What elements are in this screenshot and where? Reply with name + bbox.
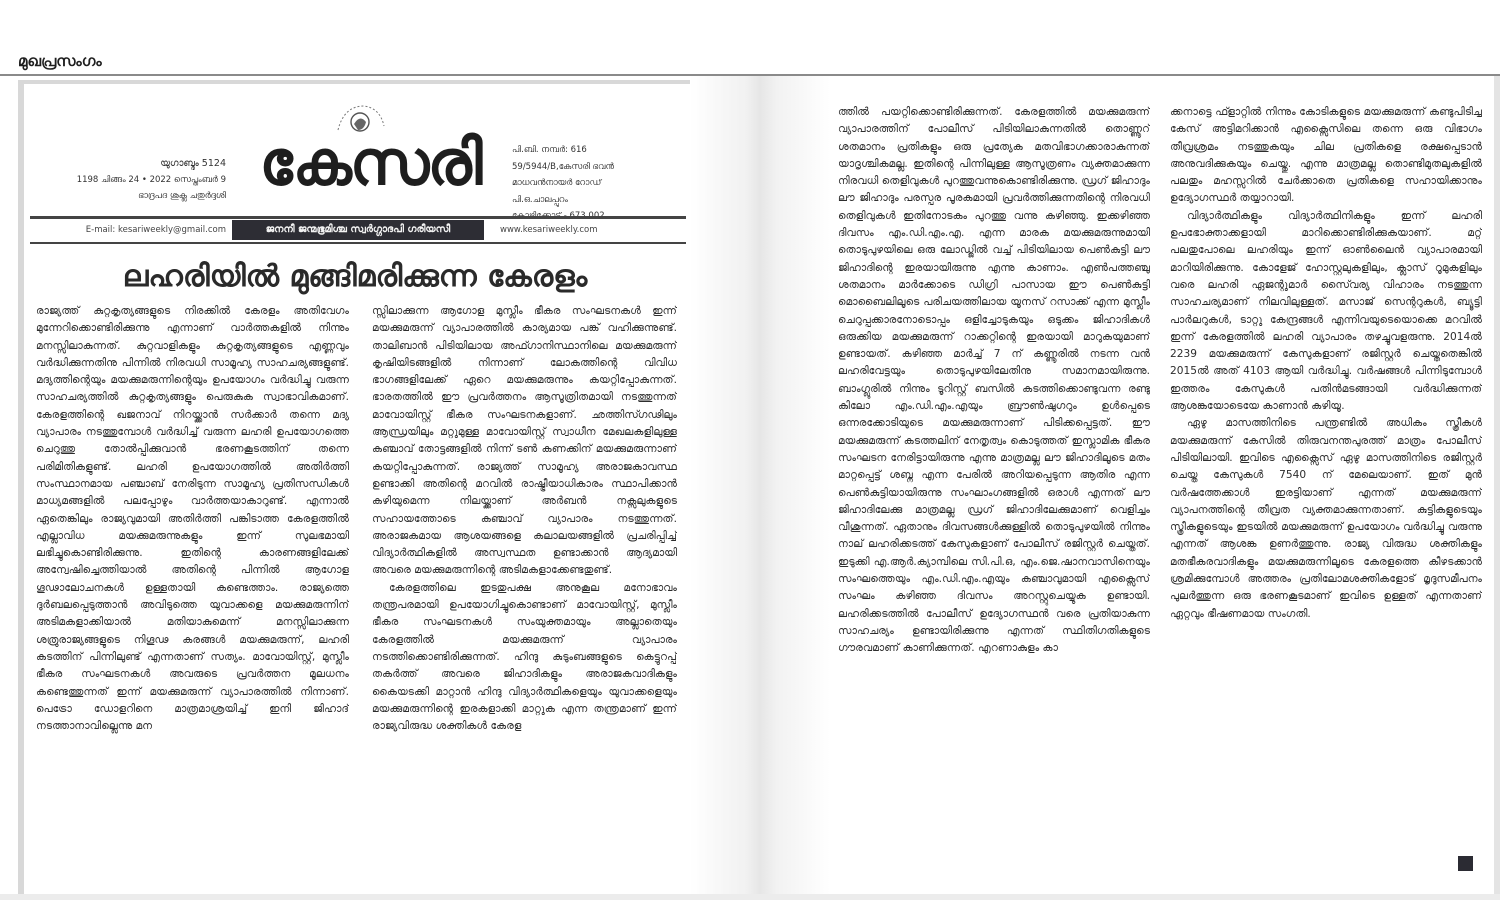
address-line: മാധവൻനായർ റോഡ്: [512, 178, 602, 188]
address-line: 59/5944/B,കേസരി ഭവൻ: [512, 161, 614, 172]
end-of-article-mark: [1458, 856, 1473, 871]
text-column-3: [838, 104, 1150, 874]
section-label: മുഖപ്രസംഗം: [18, 52, 102, 70]
text-column-2: [372, 303, 677, 863]
paragraph: ത്തിൽ പയറ്റിക്കൊണ്ടിരിക്കുന്നത്. കേരളത്തിൽ മയക്കുമരുന്ന് വ്യാപാരത്തിന് പോലീസ് പിടിയിലാകുന്നതിൽ തൊണ്ണൂറ് ശതമാനം പ്രതികളും ഒരു പ്രത്യേക മതവിഭാഗക്കാരാകുന്നത് യാദൃശ്ചികമല്ല. ഇതിന്റെ പിന്നിലുള്ള ആസൂത്രണം വ്യക്തമാക്കുന്ന നിരവധി തെളിവുകൾ പുറത്തുവന്നുകൊണ്ടിരിക്കുന്നു. ഡ്രഗ് ജിഹാദും ലൗ ജിഹാദും പരസ്പര പൂരകമായി പ്രവർത്തിക്കുന്നതിന്റെ നിരവധി തെളിവുകൾ ഇതിനോടകം പുറത്തു വന്നു കഴിഞ്ഞു. ഇക്കഴിഞ്ഞ ദിവസം എം.ഡി.എം.എ. എന്ന മാരക മയക്കുമരുന്നുമായി തൊടുപുഴയിലെ ഒരു ലോഡ്ജിൽ വച്ച് പിടിയിലായ പെൺകുട്ടി ലൗ ജിഹാദിന്റെ ഇരയായിരുന്നു എന്നു കാണാം. എൺപത്തഞ്ചു ശതമാനം മാർക്കോടെ ഡിഗ്രി പാസായ ഈ പെൺകുട്ടി മൊബൈലിലൂടെ പരിചയത്തിലായ യൂനസ് റസാക്ക് എന്ന മുസ്ലീം ചെറുപ്പക്കാരനോടൊപ്പം ഒളിച്ചോടുകയും ഒടുക്കം ജിഹാദികൾ ഒരുക്കിയ മയക്കുമരുന്ന് റാക്കറ്റിന്റെ ഇരയായി മാറുകയുമാണ് ഉണ്ടായത്. കഴിഞ്ഞ മാർച്ച് 7 ന് കണ്ണൂരിൽ നടന്ന വൻ ലഹരിവേട്ടയും തൊടുപുഴയിലേതിനു സമാനമായിരുന്നു. ബാംഗ്ലൂരിൽ നിന്നും ടൂറിസ്റ്റ് ബസിൽ കടത്തിക്കൊണ്ടുവന്ന രണ്ടു കിലോ എം.ഡി.എം.എയും ബ്രൗൺഷുഗറും ഉൾപ്പെടെ ഒന്നരക്കോടിയുടെ മയക്കുമരുന്നാണ് പിടിക്കപ്പെട്ടത്. ഈ മയക്കുമരുന്ന് കടത്തലിന് നേതൃത്വം കൊടുത്തത് ഇസ്ലാമിക ഭീകര സംഘടന നേരിട്ടായിരുന്നു എന്നു മാത്രമല്ല ലൗ ജിഹാദിലൂടെ മതം മാറ്റപ്പെട്ട് ശബ്ന എന്ന പേരിൽ അറിയപ്പെടുന്ന ആതിര എന്ന പെൺകുട്ടിയായിരുന്നു സംഘാംഗങ്ങളിൽ ഒരാൾ എന്നത് ലൗ ജിഹാദിലേക്കു മാത്രമല്ല ഡ്രഗ് ജിഹാദിലേക്കുമാണ് വെളിച്ചം വീശുന്നത്. ഏതാനും ദിവസങ്ങൾക്കുള്ളിൽ തൊടുപുഴയിൽ നിന്നും നാല് ലഹരിക്കടത്ത് കേസുകളാണ് പോലീസ് രജിസ്റ്റർ ചെയ്തത്. ഇടുക്കി എ.ആർ.ക്യാമ്പിലെ സി.പി.ഒ, എം.ജെ.ഷാനവാസിനെയും സംഘത്തെയും എം.ഡി.എം.എയും കഞ്ചാവുമായി എക്സൈസ് സംഘം കഴിഞ്ഞ ദിവസം അറസ്റ്റുചെയ്യുക ഉണ്ടായി. ലഹരിക്കടത്തിൽ പോലീസ് ഉദ്യോഗസ്ഥൻ വരെ പ്രതിയാകുന്ന സാഹചര്യം ഉണ്ടായിരിക്കുന്നു എന്നത് സ്ഥിതിഗതികളുടെ ഗൗരവമാണ് കാണിക്കുന്നത്. എറണാകുളം കാ: [838, 106, 1150, 655]
paragraph: സ്സിലാക്കുന്ന ആഗോള മുസ്ലീം ഭീകര സംഘടനകൾ ഇന്ന് മയക്കുമരുന്ന് വ്യാപാരത്തിൽ കാര്യമായ പങ്ക് വഹിക്കുന്നുണ്ട്. താലിബാൻ പിടിയിലായ അഫ്ഗാനിസ്ഥാനിലെ മയക്കുമരുന്ന് കൃഷിയിടങ്ങളിൽ നിന്നാണ് ലോകത്തിന്റെ വിവിധ ഭാഗങ്ങളിലേക്ക് ഏറെ മയക്കുമരുന്നും കയറ്റിപ്പോകുന്നത്. ഭാരതത്തിൽ ഈ പ്രവർത്തനം ആസൂത്രിതമായി നടത്തുന്നത് മാവോയിസ്റ്റ് ഭീകര സംഘടനകളാണ്. ഛത്തിസ്ഗഢിലും ആന്ധ്രയിലും മറ്റുമുള്ള മാവോയിസ്റ്റ് സ്വാധീന മേഖലകളിലുള്ള കഞ്ചാവ് തോട്ടങ്ങളിൽ നിന്ന് ടൺ കണക്കിന് മയക്കുമരുന്നാണ് കയറ്റിപ്പോകുന്നത്. രാജ്യത്ത് സാമൂഹ്യ അരാജകാവസ്ഥ ഉണ്ടാക്കി അതിന്റെ മറവിൽ രാഷ്ട്രീയാധികാരം സ്ഥാപിക്കാൻ കഴിയുമെന്ന നിലയ്ക്കാണ് അർബൻ നക്സലുകളുടെ സഹായത്തോടെ കഞ്ചാവ് വ്യാപാരം നടത്തുന്നത്. അരാജകമായ ആശയങ്ങളെ കലാലയങ്ങളിൽ പ്രചരിപ്പിച്ച് വിദ്യാർത്ഥികളിൽ അസ്വസ്ഥത ഉണ്ടാക്കാൻ ആദ്യമായി അവരെ മയക്കുമരുന്നിന്റെ അടിമകളാക്കേണ്ടതുണ്ട്.: [372, 305, 677, 577]
text-column-4: [1170, 104, 1482, 844]
masthead-address: [512, 142, 682, 225]
editorial-headline: ലഹരിയിൽ മുങ്ങിമരിക്കുന്ന കേരളം: [122, 259, 588, 294]
paragraph: വിദ്യാർത്ഥികളും വിദ്യാർത്ഥിനികളും ഇന്ന് ലഹരി ഉപഭോക്താക്കളായി മാറിക്കൊണ്ടിരിക്കുകയാണ്. മറ്റ് പലതുപോലെ ലഹരിയും ഇന്ന് ഓൺലൈൻ വ്യാപാരമായി മാറിയിരിക്കുന്നു. കോളേജ് ഹോസ്റ്റലുകളിലും, ക്ലാസ് റൂമുകളിലും വരെ ലഹരി ഏജന്റുമാർ സൈ്വര്യ വിഹാരം നടത്തുന്ന സാഹചര്യമാണ് നിലവിലുള്ളത്. മസാജ് സെന്ററുകൾ, ബ്യൂട്ടി പാർലറുകൾ, ടാറ്റു കേന്ദ്രങ്ങൾ എന്നിവയുടെയൊക്കെ മറവിൽ ഇന്ന് കേരളത്തിൽ ലഹരി വ്യാപാരം തഴച്ചുവളരുന്നു. 2014ൽ 2239 മയക്കുമരുന്ന് കേസുകളാണ് രജിസ്റ്റർ ചെയ്തതെങ്കിൽ 2015ൽ അത് 4103 ആയി വർദ്ധിച്ചു. വർഷങ്ങൾ പിന്നിടുമ്പോൾ ഇത്തരം കേസുകൾ പതിൻമടങ്ങായി വർദ്ധിക്കുന്നത് ആശങ്കയോടെയേ കാണാൻ കഴിയൂ.: [1170, 209, 1482, 413]
motto-banner: ജനനീ ജന്മഭൂമിശ്ച സ്വർഗ്ഗാദപി ഗരീയസീ: [232, 220, 484, 240]
masthead-date-block: [30, 156, 226, 204]
masthead-rule: [30, 216, 686, 219]
era-text: യുഗാബ്ദം 5124: [160, 158, 226, 169]
paragraph: ക്കനാട്ടെ ഫ്ളാറ്റിൽ നിന്നും കോടികളുടെ മയക്കുമരുന്ന് കണ്ടുപിടിച്ച കേസ് അട്ടിമറിക്കാൻ എക്സൈസിലെ തന്നെ ഒരു വിഭാഗം തീവ്രശ്രമം നടത്തുകയും ചില പ്രതികളെ രക്ഷപ്പെടാൻ അനുവദിക്കുകയും ചെയ്തു. എന്നു മാത്രമല്ല തൊണ്ടിമുതലുകളിൽ പലതും മഹസ്സറിൽ ചേർക്കാതെ പ്രതികളെ സഹായിക്കാനും ഉദ്യോഗസ്ഥർ തയ്യാറായി.: [1170, 106, 1482, 205]
page-edge: [18, 80, 24, 900]
paragraph: കേരളത്തിലെ ഇടതുപക്ഷ അനുകൂല മനോഭാവം തന്ത്രപരമായി ഉപയോഗിച്ചുകൊണ്ടാണ് മാവോയിസ്റ്റ്, മുസ്ലീം ഭീകര സംഘടനകൾ സംയുക്തമായും അല്ലാതെയും കേരളത്തിൽ മയക്കുമരുന്ന് വ്യാപാരം നടത്തിക്കൊണ്ടിരിക്കുന്നത്. ഹിന്ദു കുടുംബങ്ങളുടെ കെട്ടുറപ്പ് തകർത്ത് അവരെ ജിഹാദികളും അരാജകവാദികളും കൈയടക്കി മാറ്റാൻ ഹിന്ദു വിദ്യാർത്ഥികളെയും യുവാക്കളെയും മയക്കുമരുന്നിന്റെ ഇരകളാക്കി മാറ്റുക എന്ന തന്ത്രമാണ് ഇന്ന് രാജ്യവിരുദ്ധ ശക്തികൾ കേരള: [372, 581, 677, 733]
tithi-text: ഭാദ്രപദ ശുക്ല ചതുർദ്ദശി: [138, 191, 226, 201]
address-line: പി.ഒ.ചാലപ്പുറം: [512, 194, 568, 205]
page-edge: [1494, 76, 1500, 900]
masthead-band: [30, 220, 686, 240]
text-column-1: [36, 303, 349, 863]
masthead-rule: [30, 242, 686, 244]
website-text: www.kesariweekly.com: [500, 225, 598, 235]
address-line: പി.ബി. നമ്പർ: 616: [512, 145, 587, 155]
date-text: 1198 ചിങ്ങം 24 • 2022 സെപ്തംബർ 9: [76, 175, 226, 185]
page-edge: [18, 80, 698, 84]
paragraph: ഏഴു മാസത്തിനിടെ പന്ത്രണ്ടിൽ അധികം സ്ത്രീകൾ മയക്കുമരുന്ന് കേസിൽ തിരുവനന്തപുരത്ത് മാത്രം പോലീസ് പിടിയിലായി. ഇവിടെ എക്സൈസ് ഏഴു മാസത്തിനിടെ രജിസ്റ്റർ ചെയ്ത കേസുകൾ 7540 ന് മേലെയാണ്. ഇത് മുൻ വർഷത്തേക്കാൾ ഇരട്ടിയാണ് എന്നത് മയക്കുമരുന്ന് വ്യാപനത്തിന്റെ തീവ്രത വ്യക്തമാക്കുന്നതാണ്. കുട്ടികളുടെയും സ്ത്രീകളുടെയും ഇടയിൽ മയക്കുമരുന്ന് ഉപയോഗം വർദ്ധിച്ചു വരുന്നു എന്നത് ആശങ്ക ഉണർത്തുന്നു. രാജ്യ വിരുദ്ധ ശക്തികളും മതഭീകരവാദികളും മയക്കുമരുന്നിലൂടെ കേരളത്തെ കീഴടക്കാൻ ശ്രമിക്കുമ്പോൾ അത്തരം പ്രതിലോമശക്തികളോട് മൃദുസമീപനം പുലർത്തുന്ന ഒരു ഭരണകൂടമാണ് ഇവിടെ ഉള്ളത് എന്നതാണ് ഏറ്റവും ഭീഷണമായ സംഗതി.: [1170, 417, 1482, 620]
page-gutter: [690, 76, 830, 900]
page-edge: [0, 894, 1500, 900]
kesari-logo: കേസരി: [259, 126, 481, 199]
masthead: [30, 100, 680, 240]
paragraph: രാജ്യത്ത് കുറ്റകൃത്യങ്ങളുടെ നിരക്കിൽ കേരളം അതിവേഗം മുന്നേറിക്കൊണ്ടിരിക്കുന്നു എന്നാണ് വാർത്തകളിൽ നിന്നും മനസ്സിലാകുന്നത്. കുറ്റവാളികളും കുറ്റകൃത്യങ്ങളുടെ എണ്ണവും വർദ്ധിക്കുന്നതിനു പിന്നിൽ നിരവധി സാമൂഹ്യ സാഹചര്യങ്ങളുണ്ട്. മദ്യത്തിന്റെയും മയക്കുമരുന്നിന്റെയും ഉപയോഗം വർദ്ധിച്ചു വരുന്ന സാഹചര്യത്തിൽ കുറ്റകൃത്യങ്ങളും പെരുകുക സ്വാഭാവികമാണ്. കേരളത്തിന്റെ ഖജനാവ് നിറയ്ക്കാൻ സർക്കാർ തന്നെ മദ്യ വ്യാപാരം നടത്തുമ്പോൾ വർദ്ധിച്ച് വരുന്ന ലഹരി ഉപയോഗത്തെ ചെറുത്തു തോൽപ്പിക്കുവാൻ ഭരണകൂടത്തിന് തന്നെ പരിമിതികളുണ്ട്. ലഹരി ഉപയോഗത്തിൽ അതിർത്തി സംസ്ഥാനമായ പഞ്ചാബ് നേരിടുന്ന സാമൂഹ്യ പ്രതിസന്ധികൾ മാധ്യമങ്ങളിൽ പലപ്പോഴും വാർത്തയാകാറുണ്ട്. എന്നാൽ ഏതെങ്കിലും രാജ്യവുമായി അതിർത്തി പങ്കിടാത്ത കേരളത്തിൽ എല്ലാവിധ മയക്കുമരുന്നുകളും ഇന്ന് സുലഭമായി ലഭിച്ചുകൊണ്ടിരിക്കുന്നു. ഇതിന്റെ കാരണങ്ങളിലേക്ക് അന്വേഷിച്ചെത്തിയാൽ അതിന്റെ പിന്നിൽ ആഗോള ഗൂഢാലോചനകൾ ഉള്ളതായി കണ്ടെത്താം. രാജ്യത്തെ ദുർബലപ്പെടുത്താൻ അവിടുത്തെ യുവാക്കളെ മയക്കുമരുന്നിന് അടിമകളാക്കിയാൽ മതിയാകുമെന്ന് മനസ്സിലാക്കുന്ന ശത്രുരാജ്യങ്ങളുടെ നിഗൂഢ കരങ്ങൾ മയക്കുമരുന്ന്, ലഹരി കടത്തിന് പിന്നിലുണ്ട് എന്നതാണ് സത്യം. മാവോയിസ്റ്റ്, മുസ്ലീം ഭീകര സംഘടനകൾ അവരുടെ പ്രവർത്തന മൂലധനം കണ്ടെത്തുന്നത് ഇന്ന് മയക്കുമരുന്ന് വ്യാപാരത്തിൽ നിന്നാണ്. പെട്രോ ഡോളറിനെ മാത്രമാശ്രയിച്ച് ഇനി ജിഹാദ് നടത്താനാവില്ലെന്നു മന: [36, 305, 349, 733]
email-text: E-mail: kesariweekly@gmail.com: [85, 225, 226, 235]
